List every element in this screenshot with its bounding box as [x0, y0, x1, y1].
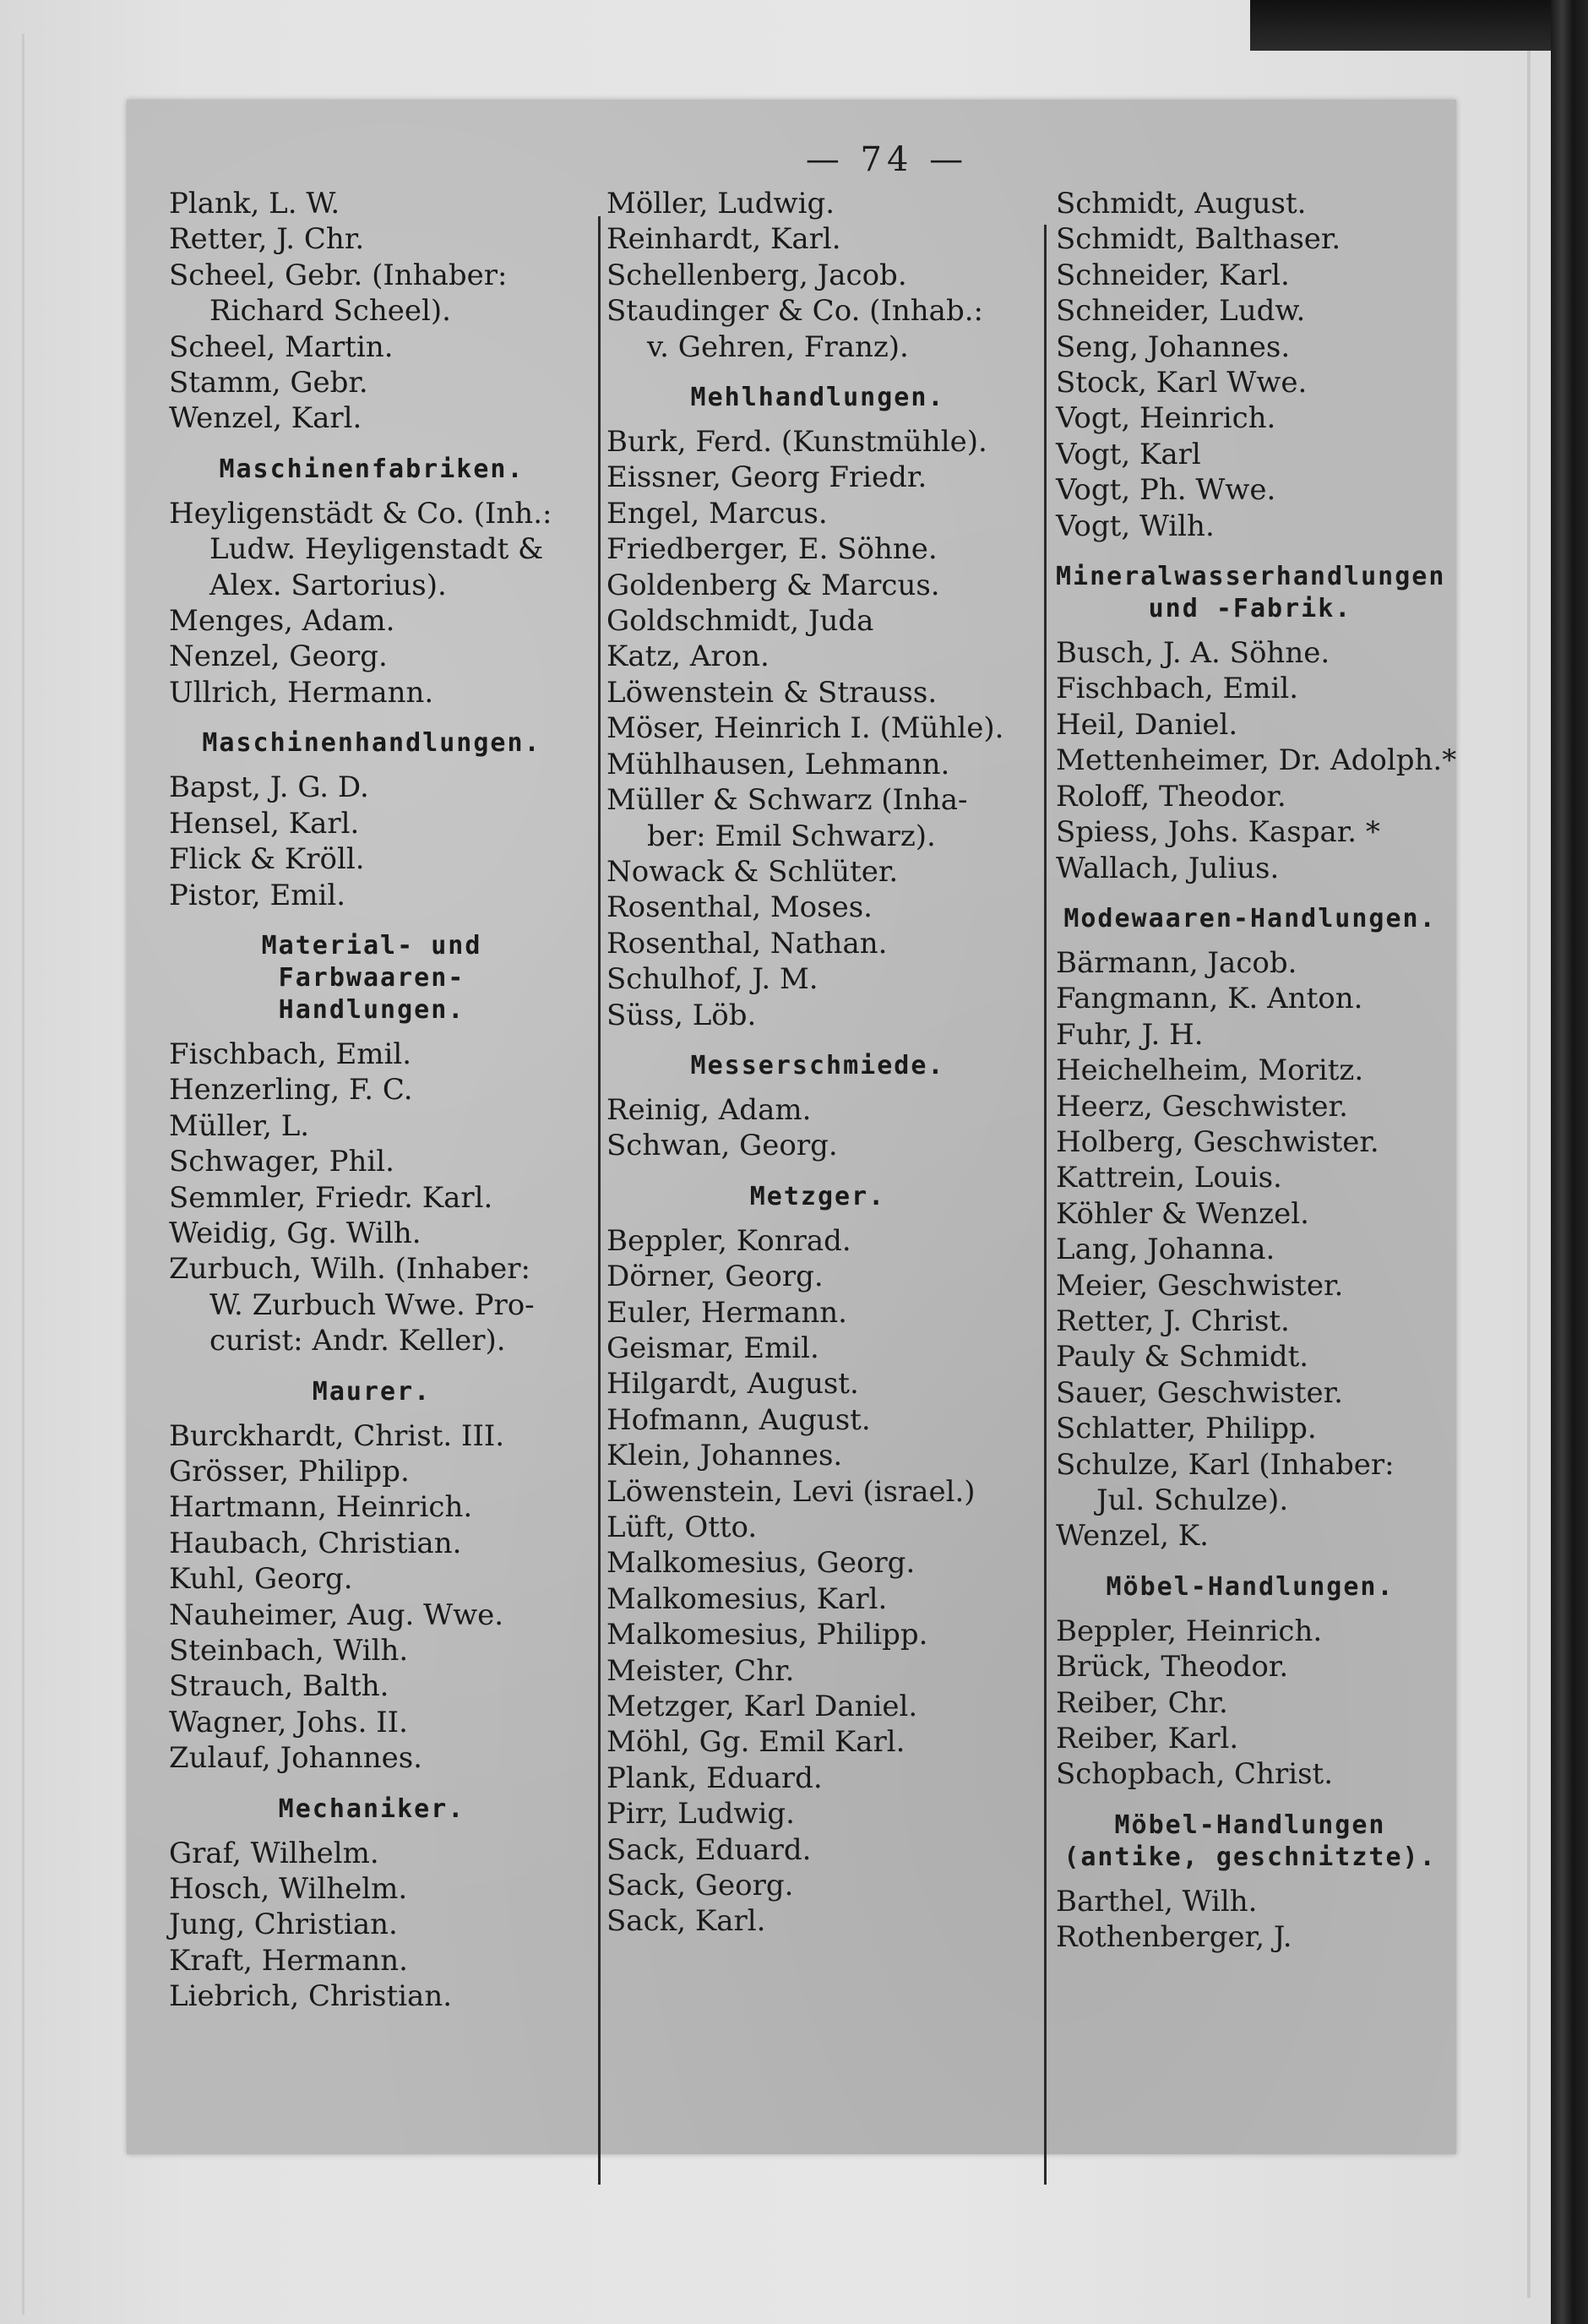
directory-entry: Pauly & Schmidt.	[1056, 1340, 1309, 1374]
directory-entry: Nenzel, Georg.	[169, 640, 388, 674]
book-spine-edge	[1551, 0, 1588, 2324]
directory-entry: Engel, Marcus.	[606, 496, 828, 531]
directory-entry: Menges, Adam.	[169, 604, 395, 639]
directory-entry: Pirr, Ludwig.	[606, 1797, 795, 1831]
directory-entry: Weidig, Gg. Wilh.	[169, 1216, 421, 1250]
directory-entry: Kraft, Hermann.	[169, 1943, 408, 1978]
directory-entry: Nauheimer, Aug. Wwe.	[169, 1597, 504, 1632]
directory-entry: Süss, Löb.	[606, 998, 757, 1032]
directory-entry: Bärmann, Jacob.	[1056, 945, 1297, 980]
directory-entry: Reinig, Adam.	[606, 1092, 812, 1127]
directory-entry: Schneider, Karl.	[1056, 258, 1290, 292]
directory-entry: Schmidt, August.	[1056, 187, 1307, 220]
directory-entry: Sack, Karl.	[606, 1904, 766, 1939]
directory-entry: Plank, L. W.	[169, 187, 340, 220]
directory-entry: Burckhardt, Christ. III.	[169, 1418, 505, 1453]
directory-entry: Spiess, Johs. Kaspar. *	[1056, 815, 1380, 850]
directory-entry: Staudinger & Co. (Inhab.:	[606, 294, 983, 329]
directory-entry-continuation: Jul. Schulze).	[1096, 1483, 1289, 1517]
directory-entry: Burk, Ferd. (Kunstmühle).	[606, 425, 987, 460]
directory-column-1	[169, 186, 642, 2015]
directory-entry: Vogt, Wilh.	[1056, 509, 1215, 543]
directory-entry: Schellenberg, Jacob.	[606, 258, 907, 292]
directory-entry: Graf, Wilhelm.	[169, 1836, 379, 1870]
directory-entry: Malkomesius, Philipp.	[606, 1618, 928, 1652]
directory-column-3	[1056, 186, 1457, 1956]
directory-entry: Wagner, Johs. II.	[169, 1705, 408, 1739]
directory-entry: Geismar, Emil.	[606, 1331, 819, 1365]
directory-entry: Goldschmidt, Juda	[606, 604, 874, 639]
directory-entry: Strauch, Balth.	[169, 1669, 389, 1704]
section-heading: Material- und Farbwaaren-	[261, 930, 482, 993]
directory-entry: Plank, Eduard.	[606, 1761, 823, 1795]
directory-entry: Hensel, Karl.	[169, 806, 360, 841]
directory-entry: Schlatter, Philipp.	[1056, 1412, 1317, 1446]
directory-entry: Kuhl, Georg.	[169, 1562, 353, 1597]
directory-entry: Nowack & Schlüter.	[606, 854, 899, 889]
directory-entry: Löwenstein, Levi (israel.)	[606, 1474, 976, 1509]
directory-entry: Eissner, Georg Friedr.	[606, 460, 927, 495]
directory-entry: Beppler, Konrad.	[606, 1223, 851, 1258]
directory-entry: Dörner, Georg.	[606, 1260, 824, 1294]
directory-entry: Hilgardt, August.	[606, 1367, 859, 1401]
directory-clipping	[127, 100, 1456, 2154]
section-heading: Möbel-Handlungen	[1114, 1810, 1386, 1840]
page-edge-line	[1527, 25, 1531, 2298]
directory-entry: Fuhr, J. H.	[1056, 1017, 1204, 1052]
directory-entry-continuation: Richard Scheel).	[209, 294, 451, 329]
directory-entry: Heichelheim, Moritz.	[1056, 1053, 1364, 1088]
directory-entry: Schwager, Phil.	[169, 1145, 394, 1179]
directory-entry-continuation: curist: Andr. Keller).	[209, 1324, 506, 1358]
directory-entry: Friedberger, E. Söhne.	[606, 532, 938, 567]
section-heading: Handlungen.	[278, 994, 465, 1025]
directory-entry: Zulauf, Johannes.	[169, 1741, 422, 1776]
directory-entry-continuation: Ludw. Heyligenstadt &	[209, 532, 544, 567]
directory-entry: Seng, Johannes.	[1056, 329, 1291, 364]
directory-entry: Möhl, Gg. Emil Karl.	[606, 1725, 905, 1760]
directory-entry: Reiber, Karl.	[1056, 1722, 1239, 1756]
directory-entry: Katz, Aron.	[606, 640, 770, 674]
directory-entry: Schulze, Karl (Inhaber:	[1056, 1447, 1395, 1482]
directory-entry: Hartmann, Heinrich.	[169, 1490, 473, 1525]
directory-entry: Möser, Heinrich I. (Mühle).	[606, 711, 1004, 746]
section-heading: Möbel-Handlungen.	[1106, 1571, 1395, 1602]
directory-entry: Schopbach, Christ.	[1056, 1757, 1334, 1792]
directory-entry: Henzerling, F. C.	[169, 1073, 413, 1108]
section-heading: Maurer.	[312, 1376, 432, 1407]
directory-entry: Malkomesius, Georg.	[606, 1546, 916, 1581]
directory-entry: Schwan, Georg.	[606, 1129, 838, 1163]
directory-entry-continuation: v. Gehren, Franz).	[647, 329, 909, 364]
directory-entry: Beppler, Heinrich.	[1056, 1614, 1323, 1648]
directory-entry: Euler, Hermann.	[606, 1295, 847, 1330]
directory-entry: Löwenstein & Strauss.	[606, 675, 938, 710]
directory-entry: Meister, Chr.	[606, 1653, 795, 1688]
directory-entry: Ullrich, Hermann.	[169, 675, 434, 710]
book-top-shadow	[1250, 0, 1588, 51]
directory-entry: Barthel, Wilh.	[1056, 1884, 1258, 1919]
directory-entry: Stock, Karl Wwe.	[1056, 366, 1308, 400]
section-heading: Metzger.	[749, 1181, 886, 1211]
directory-entry: Schneider, Ludw.	[1056, 294, 1306, 329]
directory-entry: Zurbuch, Wilh. (Inhaber:	[169, 1252, 530, 1287]
section-heading: und -Fabrik.	[1148, 594, 1352, 624]
directory-entry: Wenzel, Karl.	[169, 401, 362, 436]
directory-entry: Haubach, Christian.	[169, 1526, 462, 1560]
directory-entry: Brück, Theodor.	[1056, 1650, 1289, 1684]
section-heading: Maschinenfabriken.	[219, 454, 525, 484]
directory-entry: Bapst, J. G. D.	[169, 770, 369, 805]
directory-entry: Semmler, Friedr. Karl.	[169, 1180, 493, 1215]
directory-entry: Rosenthal, Moses.	[606, 890, 873, 925]
directory-entry: Jung, Christian.	[169, 1908, 398, 1942]
directory-entry: Möller, Ludwig.	[606, 187, 835, 220]
directory-entry: Schulhof, J. M.	[606, 962, 818, 997]
section-heading: (antike, geschnitzte).	[1063, 1842, 1437, 1872]
directory-entry: Kattrein, Louis.	[1056, 1161, 1282, 1195]
directory-entry: Fischbach, Emil.	[169, 1037, 412, 1071]
directory-entry-continuation: Alex. Sartorius).	[209, 568, 447, 602]
section-heading: Messerschmiede.	[690, 1050, 945, 1080]
directory-entry: Malkomesius, Karl.	[606, 1581, 888, 1616]
directory-entry: Müller, L.	[169, 1108, 310, 1143]
section-heading: Mechaniker.	[278, 1793, 465, 1824]
section-heading: Maschinenhandlungen.	[202, 728, 541, 759]
directory-entry: Müller & Schwarz (Inha-	[606, 783, 968, 818]
directory-entry: Schmidt, Balthaser.	[1056, 222, 1341, 257]
directory-entry: Köhler & Wenzel.	[1056, 1196, 1309, 1231]
directory-entry: Retter, J. Chr.	[169, 222, 365, 257]
directory-entry: Goldenberg & Marcus.	[606, 568, 940, 602]
directory-entry: Steinbach, Wilh.	[169, 1634, 409, 1668]
directory-entry: Wenzel, K.	[1056, 1519, 1209, 1554]
directory-entry: Hofmann, August.	[606, 1402, 871, 1437]
directory-entry: Fangmann, K. Anton.	[1056, 982, 1363, 1016]
directory-entry: Wallach, Julius.	[1056, 851, 1280, 885]
directory-entry: Heil, Daniel.	[1056, 707, 1238, 742]
directory-entry: Retter, J. Christ.	[1056, 1304, 1290, 1338]
directory-entry: Liebrich, Christian.	[169, 1979, 453, 2014]
directory-entry: Vogt, Ph. Wwe.	[1056, 473, 1276, 508]
directory-entry: Busch, J. A. Söhne.	[1056, 636, 1330, 671]
section-heading: Modewaaren-Handlungen.	[1063, 903, 1437, 933]
directory-entry: Stamm, Gebr.	[169, 366, 368, 400]
directory-entry: Fischbach, Emil.	[1056, 672, 1299, 706]
directory-entry: Scheel, Martin.	[169, 329, 394, 364]
directory-entry: Sack, Georg.	[606, 1869, 794, 1903]
directory-entry: Holberg, Geschwister.	[1056, 1124, 1379, 1159]
directory-entry: Rothenberger, J.	[1056, 1920, 1292, 1955]
page-number: — 74 —	[805, 140, 969, 179]
section-heading: Mineralwasserhandlungen	[1056, 562, 1446, 592]
directory-entry-continuation: W. Zurbuch Wwe. Pro-	[209, 1287, 535, 1322]
directory-entry: Scheel, Gebr. (Inhaber:	[169, 258, 508, 292]
directory-column-2	[606, 186, 1080, 1940]
directory-entry: Heyligenstädt & Co. (Inh.:	[169, 496, 552, 531]
directory-entry: Klein, Johannes.	[606, 1439, 843, 1473]
directory-entry: Pistor, Emil.	[169, 878, 346, 912]
page-gutter-line	[22, 34, 24, 2315]
directory-entry: Reiber, Chr.	[1056, 1685, 1228, 1720]
directory-entry: Reinhardt, Karl.	[606, 222, 841, 257]
directory-entry: Grösser, Philipp.	[169, 1454, 410, 1489]
directory-entry: Heerz, Geschwister.	[1056, 1089, 1348, 1124]
directory-entry: Mühlhausen, Lehmann.	[606, 747, 950, 781]
directory-entry: Roloff, Theodor.	[1056, 779, 1286, 814]
directory-entry: Flick & Kröll.	[169, 842, 365, 877]
directory-entry: Vogt, Heinrich.	[1056, 401, 1276, 436]
directory-entry: Metzger, Karl Daniel.	[606, 1690, 918, 1724]
section-heading: Mehlhandlungen.	[690, 383, 945, 413]
directory-entry: Hosch, Wilhelm.	[169, 1872, 408, 1907]
directory-entry: Lang, Johanna.	[1056, 1233, 1275, 1267]
directory-entry: Sauer, Geschwister.	[1056, 1375, 1343, 1410]
directory-entry-continuation: ber: Emil Schwarz).	[647, 819, 936, 853]
directory-entry: Lüft, Otto.	[606, 1510, 758, 1544]
directory-entry: Meier, Geschwister.	[1056, 1268, 1344, 1303]
directory-entry: Sack, Eduard.	[606, 1832, 812, 1867]
directory-entry: Vogt, Karl	[1056, 437, 1201, 471]
directory-entry: Mettenheimer, Dr. Adolph.*	[1056, 743, 1457, 778]
directory-entry: Rosenthal, Nathan.	[606, 926, 888, 961]
